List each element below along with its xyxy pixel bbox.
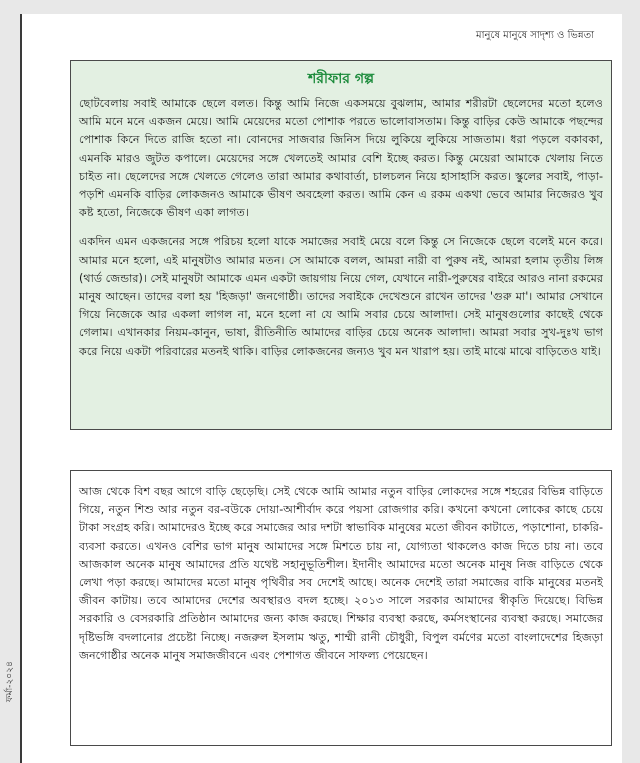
continuation-paragraph: আজ থেকে বিশ বছর আগে বাড়ি ছেড়েছি। সেই থেকে আমি আমার নতুন বাড়ির লোকদের সঙ্গে শহরের বিভিন্ন বাড়িতে গিয়ে, নতুন শিশু আর নতুন বর-বউকে দোয়া-আশীর্বাদ করে পয়সা রোজগার করি। কখনো কখনো লোকের কাছে চেয়ে টাকা সংগ্রহ করি। আমাদেরও ইচ্ছে করে সমাজের আর দশটা স্বাভাবিক মানুষের মতো জীবন কাটাতে, পড়াশোনা, চাকরি-ব্যবসা করতে। এখনও বেশির ভাগ মানুষ আমাদের সঙ্গে মিশতে চায় না, যোগ্যতা থাকলেও কাজ দিতে চায় না। তবে আজকাল অনেক মানুষ আমাদের প্রতি যথেষ্ট সহানুভূতিশীল। ইদানীং আমাদের মতো অনেক মানুষ নিজ বাড়িতে থেকে লেখা পড়া করছে। আমাদের মতো মানুষ পৃথিবীর সব দেশেই আছে। অনেক দেশেই তারা সমাজের বাকি মানুষের মতনই জীবন কাটায়। তবে আমাদের দেশের অবস্থারও বদল হচ্ছে। ২০১৩ সালে সরকার আমাদের স্বীকৃতি দিয়েছে। বিভিন্ন সরকারি ও বেসরকারি প্রতিষ্ঠান আমাদের জন্য কাজ করছে। শিক্ষার ব্যবস্থা করছে, কর্মসংস্থানের ব্যবস্থা করছে। সমাজের দৃষ্টিভঙ্গি বদলানোর প্রচেষ্টা নিচ্ছে। নজরুল ইসলাম ঋতু, শাম্মী রানী চৌধুরী, বিপুল বর্মণের মতো বাংলাদেশের হিজড়া জনগোষ্ঠীর অনেক মানুষ সমাজজীবনে এবং পেশাগত জীবনে সাফল্য পেয়েছেন। (79, 485, 603, 662)
side-label: ফর্মা-২০২৪ (5, 661, 15, 702)
story-paragraph-2: একদিন এমন একজনের সঙ্গে পরিচয় হলো যাকে সমাজের সবাই মেয়ে বলে কিন্তু সে নিজেকে ছেলে বলেই মনে করে। আমার মনে হলো, এই মানুষটাও আমার মতন। সে আমাকে বলল, আমরা নারী বা পুরুষ নই, আমরা হলাম তৃতীয় লিঙ্গ (থার্ড জেন্ডার)। সেই মানুষটা আমাকে এমন একটা জায়গায় নিয়ে গেল, যেখানে নারী-পুরুষের বাইরে আরও নানা রকমের মানুষ আছেন। তাদের বলা হয় 'হিজড়া' জনগোষ্ঠী। তাদের সবাইকে দেখেশুনে রাখেন তাদের 'গুরু মা'। আমার সেখানে গিয়ে নিজেকে আর একলা লাগল না, মনে হলো না যে আমি সবার চেয়ে আলাদা। সেই মানুষগুলোর কাছেই থেকে গেলাম। এখানকার নিয়ম-কানুন, ভাষা, রীতিনীতি আমাদের বাড়ির চেয়ে অনেক আলাদা। আমরা সবার সুখ-দুঃখ ভাগ করে নিয়ে একটা পরিবারের মতনই থাকি। বাড়ির লোকজনের জন্যও খুব মন খারাপ হয়। তাই মাঝে মাঝে বাড়িতেও যাই। (79, 235, 603, 358)
story-box (70, 60, 612, 430)
document-page (20, 14, 622, 763)
story-title: শরীফার গল্প (307, 71, 375, 87)
story-paragraph-1: ছোটবেলায় সবাই আমাকে ছেলে বলত। কিন্তু আমি নিজে একসময়ে বুঝলাম, আমার শরীরটা ছেলেদের মতো হলেও আমি মনে মনে একজন মেয়ে। আমি মেয়েদের মতো পোশাক পরতে ভালোবাসতাম। কিন্তু বাড়ির কেউ আমাকে পছন্দের পোশাক কিনে দিতে রাজি হতো না। বোনদের সাজবার জিনিস দিয়ে লুকিয়ে লুকিয়ে সাজতাম। ধরা পড়লে বকাবকা, এমনকি মারও জুটত কপালে। মেয়েদের সঙ্গে খেলতেই আমার বেশি ইচ্ছে করত। কিন্তু মেয়েরা আমাকে খেলায় নিতে চাইত না। ছেলেদের সঙ্গে খেলতে গেলেও তারা আমার কথাবার্তা, চালচলন নিয়ে হাসাহাসি করত। স্কুলের সবাই, পাড়া-পড়শি এমনকি বাড়ির লোকজনও আমাকে ভীষণ অবহেলা করত। আমি কেন এ রকম একথা ভেবে আমার নিজেরও খুব কষ্ট হতো, নিজেকে ভীষণ একা লাগত। (79, 97, 603, 220)
continuation-box (70, 470, 612, 746)
running-header: মানুষে মানুষে সাদৃশ্য ও ভিন্নতা (476, 30, 594, 41)
